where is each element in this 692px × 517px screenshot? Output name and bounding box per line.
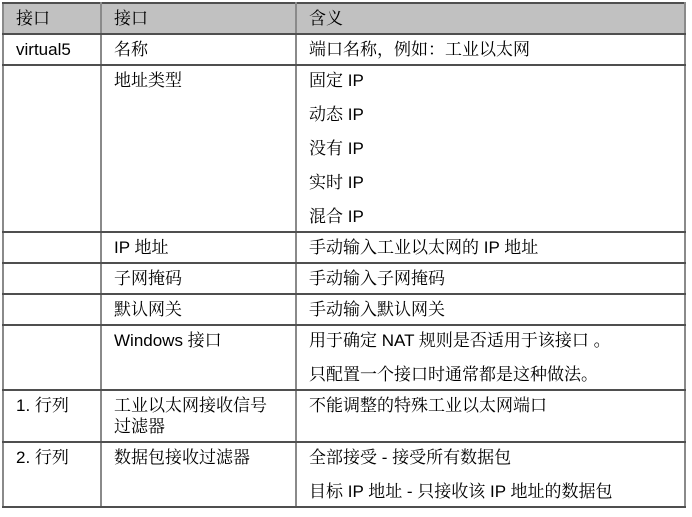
meaning-line: 全部接受 - 接受所有数据包	[309, 448, 512, 467]
cell-meaning	[296, 263, 685, 294]
header-meaning: 含义	[296, 3, 685, 34]
cell-interface-group: 1. 行列	[3, 390, 101, 442]
meaning-line: 只配置一个接口时通常都是这种做法。	[309, 365, 598, 384]
table-row	[3, 232, 685, 263]
meaning-line: 不能调整的特殊工业以太网端口	[309, 396, 547, 415]
meaning-line: 目标 IP 地址 - 只接收该 IP 地址的数据包	[309, 482, 613, 501]
table-row	[3, 442, 685, 507]
cell-interface-group	[3, 263, 101, 294]
meaning-line: 手动输入工业以太网的 IP 地址	[309, 238, 539, 257]
meaning-line: 实时 IP	[309, 173, 364, 192]
cell-meaning	[296, 294, 685, 325]
meaning-line: 没有 IP	[309, 139, 364, 158]
table-row	[3, 390, 685, 442]
cell-interface: 数据包接收过滤器	[101, 442, 296, 507]
meaning-line: 端口名称，例如：工业以太网	[309, 40, 530, 59]
interface-settings-table	[2, 2, 686, 508]
table-row	[3, 263, 685, 294]
cell-interface: 子网掩码	[101, 263, 296, 294]
cell-interface-group	[3, 65, 101, 232]
cell-interface-group	[3, 294, 101, 325]
cell-interface-group	[3, 325, 101, 390]
meaning-line: 手动输入子网掩码	[309, 269, 445, 288]
cell-meaning	[296, 325, 685, 390]
cell-interface: 地址类型	[101, 65, 296, 232]
table-row	[3, 325, 685, 390]
cell-interface-group: 2. 行列	[3, 442, 101, 507]
table-row	[3, 65, 685, 232]
cell-meaning	[296, 65, 685, 232]
meaning-line: 手动输入默认网关	[309, 300, 445, 319]
cell-interface: 默认网关	[101, 294, 296, 325]
meaning-line: 混合 IP	[309, 207, 364, 226]
table-header	[3, 3, 685, 34]
cell-meaning	[296, 442, 685, 507]
cell-interface-group	[3, 232, 101, 263]
table-row	[3, 294, 685, 325]
cell-interface: IP 地址	[101, 232, 296, 263]
meaning-line: 固定 IP	[309, 71, 364, 90]
header-interface-group: 接口	[3, 3, 101, 34]
cell-interface: Windows 接口	[101, 325, 296, 390]
header-row	[3, 3, 685, 34]
header-interface: 接口	[101, 3, 296, 34]
cell-interface: 名称	[101, 34, 296, 65]
cell-meaning	[296, 390, 685, 442]
cell-interface-group: virtual5	[3, 34, 101, 65]
meaning-line: 动态 IP	[309, 105, 364, 124]
cell-interface: 工业以太网接收信号过滤器	[101, 390, 296, 442]
table-body	[3, 34, 685, 507]
table-row	[3, 34, 685, 65]
cell-meaning	[296, 34, 685, 65]
meaning-line: 用于确定 NAT 规则是否适用于该接口 。	[309, 331, 611, 350]
cell-meaning	[296, 232, 685, 263]
